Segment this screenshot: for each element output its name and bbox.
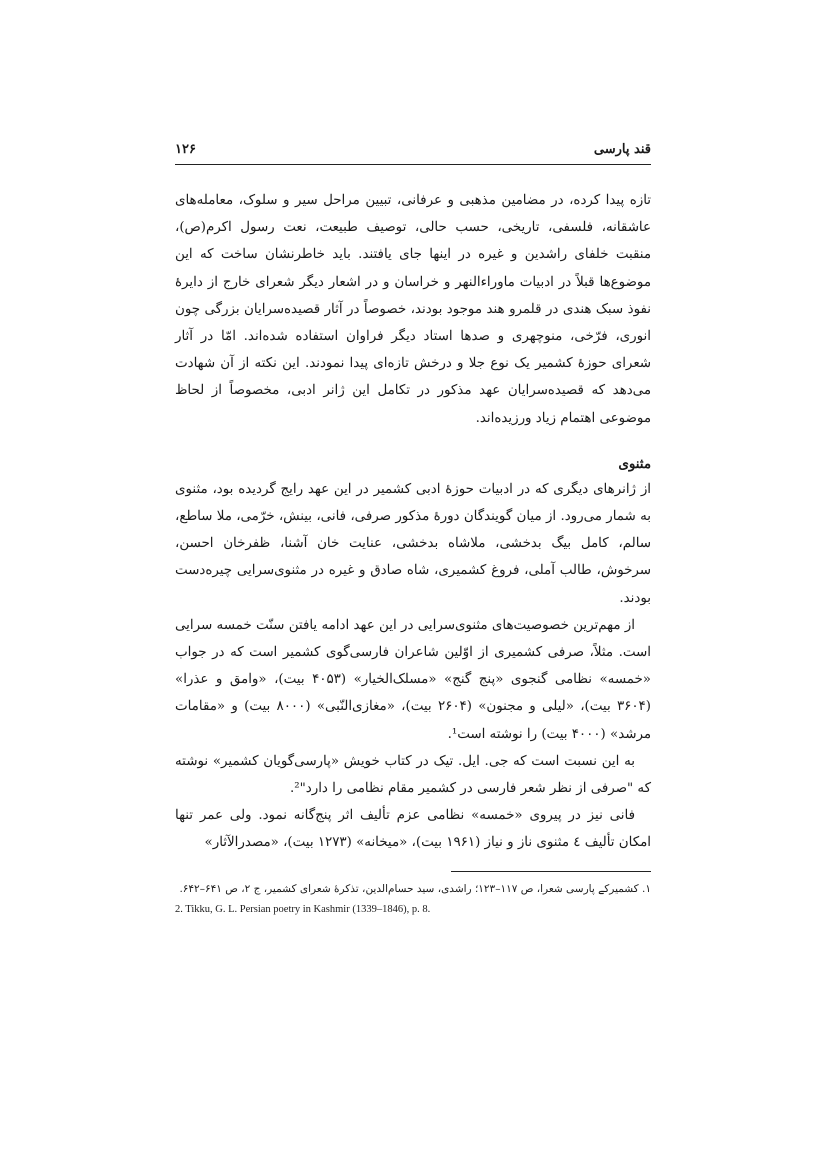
body-paragraph-5: فانی نیز در پیروی «خمسه» نظامی عزم تألیف اثر پنج‌گانه نمود. ولی عمر تنها امکان تألیف ٤ مثنوی ناز و نیاز (۱۹۶۱ بیت)، «میخانه» (۱۲۷۳ بیت)، «مصدرالآثار» xyxy=(175,808,651,851)
body-paragraph-2: از ژانرهای دیگری که در ادبیات حوزهٔ ادبی کشمیر در این عهد رایج گردیده بود، مثنوی به شمار می‌رود. از میان گویندگان دورهٔ مذکور صرفی، فانی، بینش، خرّمی، ملا ساطع، سالم، کامل بیگ بدخشی، ملاشاه بدخشی، عنایت خان آشنا، ظفرخان احسن، سرخوش، طالب آملی، فروغ کشمیری، شاه صادق و غیره در مثنوی‌سرایی چیره‌دست بودند. xyxy=(175,481,651,606)
footnote-1: ۱. کشمیرکے پارسی شعرا، ص ۱۱۷–۱۲۳؛ راشدی، سید حسام‌الدین، تذکرهٔ شعرای کشمیر، ج ۲، ص ۶۴۱–۶۴۲. xyxy=(179,882,651,895)
running-header xyxy=(175,140,651,165)
body-paragraph-3: از مهم‌ترین خصوصیت‌های مثنوی‌سرایی در این عهد ادامه یافتن سنّت خمسه سرایی است. مثلاً، صرفی کشمیری از اوّلین شاعران فارسی‌گوی کشمیر است که در جواب «خمسه» نظامی گنجوی «پنج گنج» «مسلک‌الخیار» (۴۰۵۳ بیت)، «وامق و عذرا» (۳۶۰۴ بیت)، «لیلی و مجنون» (۲۶۰۴ بیت)، «مغازی‌النّبی» (۸۰۰۰ بیت) و «مقامات مرشد» (۴۰۰۰ بیت) را نوشته است¹. xyxy=(175,617,651,742)
section-heading-masnavi: مثنوی xyxy=(618,455,651,472)
body-paragraph-1: تازه پیدا کرده، در مضامین مذهبی و عرفانی، تبیین مراحل سیر و سلوک، معامله‌های عاشقانه، فلسفی، تاریخی، حسب حالی، توصیف طبیعت، نعت رسول اکرم(ص)، منقبت خلفای راشدین و غیره در اینها جای یافتند. باید خاطرنشان ساخت که این موضوع‌ها قبلاً در ادبیات ماوراءالنهر و خراسان و در اشعار دیگر شعرای خارج از دایرهٔ نفوذ سبک هندی در قلمرو هند موجود بودند، خصوصاً در آثار قصیده‌سرایان بزرگی چون انوری، فرّخی، منوچهری و صدها استاد دیگر فراوان استفاده شده‌اند. امّا در آثار شعرای حوزهٔ کشمیر یک نوع جلا و درخش تازه‌ای پیدا نمودند. این نکته از آن شهادت می‌دهد که قصیده‌سرایان عهد مذکور در تکامل این ژانر ادبی، مخصوصاً از لحاظ موضوعی اهتمام زیاد ورزیده‌اند. xyxy=(175,193,651,426)
page-number: ۱۲۶ xyxy=(175,142,196,157)
body-paragraph-4: به این نسبت است که جی. ایل. تیک در کتاب خویش «پارسی‌گویان کشمیر» نوشته که "صرفی از نظر شعر فارسی در کشمیر مقام نظامی را دارد"². xyxy=(175,753,651,797)
footnote-divider xyxy=(451,871,651,872)
running-title: قند پارسی xyxy=(593,142,651,157)
footnote-2: 2. Tikku, G. L. Persian poetry in Kashmir (1339–1846), p. 8. xyxy=(175,903,431,915)
document-page xyxy=(175,140,651,920)
